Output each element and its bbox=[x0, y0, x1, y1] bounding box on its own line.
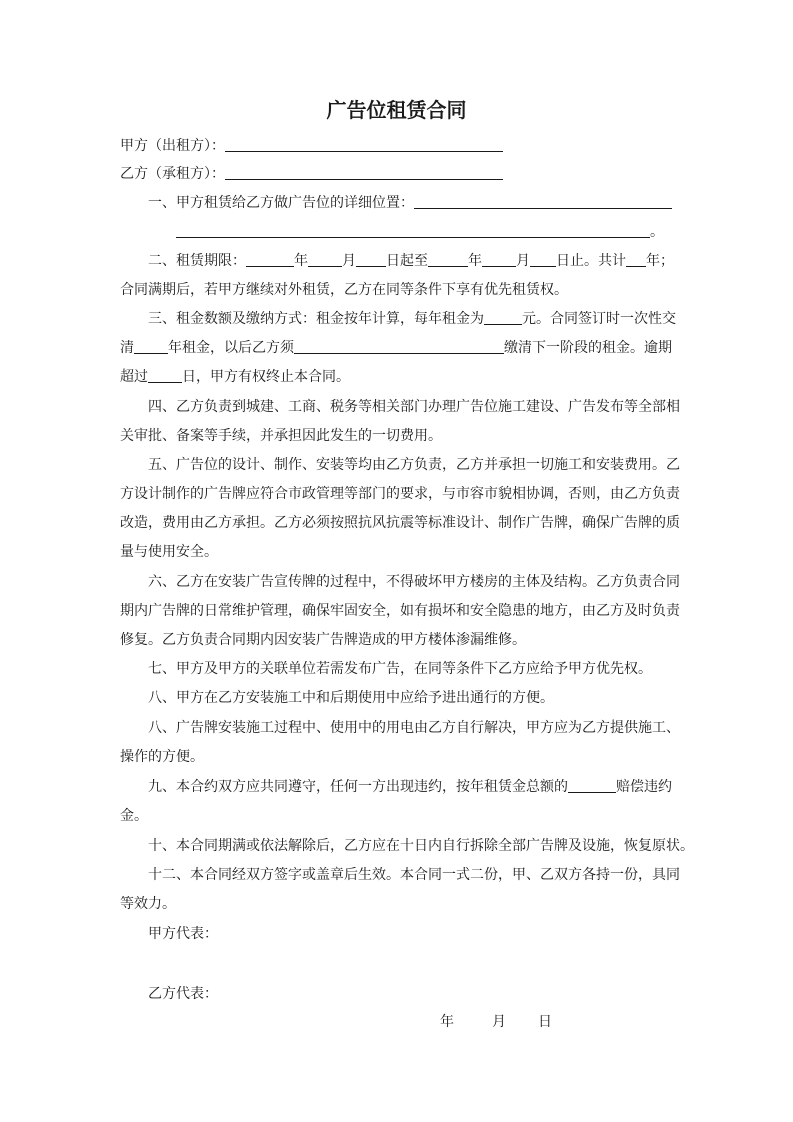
start-year-blank[interactable] bbox=[246, 251, 294, 267]
clause-12-line-1: 十二、本合同经双方签字或盖章后生效。本合同一式二份，甲、乙双方各持一份，具同 bbox=[148, 867, 680, 883]
clause-8b-line-1: 八、广告牌安装施工过程中、使用中的用电由乙方自行解决，甲方应为乙方提供施工、 bbox=[148, 720, 680, 736]
years-text: 年； bbox=[646, 253, 674, 269]
day-from-text: 日起至 bbox=[386, 253, 428, 269]
clause-8b-line-2: 操作的方便。 bbox=[120, 749, 204, 765]
party-b-signature-label: 乙方代表： bbox=[148, 986, 218, 1002]
clause-2-line-1 bbox=[148, 251, 680, 271]
party-b-blank[interactable] bbox=[225, 164, 503, 180]
signing-date bbox=[440, 1012, 552, 1032]
clause-10: 十、本合同期满或依法解除后，乙方应在十日内自行拆除全部广告牌及设施，恢复原状。 bbox=[148, 838, 694, 854]
clause-9-text: 九、本合约双方应共同遵守，任何一方出现违约，按年租赁金总额的 bbox=[148, 779, 568, 795]
clause-9-line-2: 金。 bbox=[120, 808, 148, 824]
clause-3-text-c: 清 bbox=[120, 340, 134, 356]
clause-2-line-2: 合同满期后，若甲方继续对外租赁，乙方在同等条件下享有优先租赁权。 bbox=[120, 282, 568, 298]
prepaid-years-blank[interactable] bbox=[134, 338, 168, 354]
payment-deadline-blank[interactable] bbox=[294, 338, 504, 354]
clause-5-line-3: 改造，费用由乙方承担。乙方必须按照抗风抗震等标准设计、制作广告牌，确保广告牌的质 bbox=[120, 515, 680, 531]
clause-6-line-2: 期内广告牌的日常维护管理，确保牢固安全，如有损坏和安全隐患的地方，由乙方及时负责 bbox=[120, 603, 680, 619]
clause-3-text-e: 缴清下一阶段的租金。逾期 bbox=[504, 340, 672, 356]
start-month-blank[interactable] bbox=[308, 251, 342, 267]
annual-rent-blank[interactable] bbox=[484, 309, 522, 325]
clause-3-line-1 bbox=[148, 309, 680, 329]
end-month-blank[interactable] bbox=[482, 251, 516, 267]
clause-5-line-4: 量与使用安全。 bbox=[120, 544, 218, 560]
clause-3-text-d: 年租金，以后乙方须 bbox=[168, 340, 294, 356]
clause-2-text: 二、租赁期限： bbox=[148, 253, 246, 269]
clause-5-line-2: 方设计制作的广告牌应符合市政管理等部门的要求，与市容市貌相协调，否则，由乙方负责 bbox=[120, 486, 680, 502]
clause-5-line-1: 五、广告位的设计、制作、安装等均由乙方负责，乙方并承担一切施工和安装费用。乙 bbox=[148, 457, 680, 473]
year-text: 年 bbox=[468, 253, 482, 269]
end-day-blank[interactable] bbox=[530, 251, 556, 267]
overdue-days-blank[interactable] bbox=[148, 367, 182, 383]
clause-1-end: 。 bbox=[650, 224, 664, 240]
month-text: 月 bbox=[516, 253, 530, 269]
party-a-line bbox=[120, 136, 680, 156]
clause-12-line-2: 等效力。 bbox=[120, 896, 176, 912]
clause-3-text: 三、租金数额及缴纳方式：租金按年计算，每年租金为 bbox=[148, 311, 484, 327]
start-day-blank[interactable] bbox=[356, 251, 386, 267]
party-b-label: 乙方（承租方）： bbox=[120, 166, 225, 182]
penalty-rate-blank[interactable] bbox=[568, 777, 616, 793]
date-day: 日 bbox=[538, 1014, 552, 1030]
clause-3-line-2 bbox=[120, 338, 680, 358]
clause-6-line-1: 六、乙方在安装广告宣传牌的过程中，不得破坏甲方楼房的主体及结构。乙方负责合同 bbox=[148, 574, 680, 590]
year-text: 年 bbox=[294, 253, 308, 269]
location-blank-2[interactable] bbox=[176, 222, 650, 238]
party-b-line bbox=[120, 164, 680, 184]
document-title: 广告位租赁合同 bbox=[326, 98, 467, 122]
clause-3-text-b: 元。合同签订时一次性交 bbox=[522, 311, 676, 327]
clause-1-line-1 bbox=[148, 193, 680, 213]
date-month: 月 bbox=[492, 1014, 506, 1030]
clause-1-line-2 bbox=[176, 222, 676, 242]
location-blank-1[interactable] bbox=[414, 193, 672, 209]
clause-4-line-1: 四、乙方负责到城建、工商、税务等相关部门办理广告位施工建设、广告发布等全部相 bbox=[148, 399, 680, 415]
party-a-blank[interactable] bbox=[225, 136, 503, 152]
day-to-text: 日止。共计 bbox=[556, 253, 626, 269]
clause-3-line-3 bbox=[120, 367, 680, 387]
party-a-signature-label: 甲方代表： bbox=[148, 926, 218, 942]
clause-9-line-1 bbox=[148, 777, 680, 797]
clause-7: 七、甲方及甲方的关联单位若需发布广告，在同等条件下乙方应给予甲方优先权。 bbox=[148, 661, 652, 677]
party-a-label: 甲方（出租方）： bbox=[120, 138, 225, 154]
total-years-blank[interactable] bbox=[626, 251, 646, 267]
clause-9-text-b: 赔偿违约 bbox=[616, 779, 672, 795]
clause-4-line-2: 关审批、备案等手续，并承担因此发生的一切费用。 bbox=[120, 428, 442, 444]
month-text: 月 bbox=[342, 253, 356, 269]
date-year: 年 bbox=[440, 1014, 454, 1030]
clause-3-text-g: 日，甲方有权终止本合同。 bbox=[182, 369, 350, 385]
end-year-blank[interactable] bbox=[428, 251, 468, 267]
clause-3-text-f: 超过 bbox=[120, 369, 148, 385]
clause-8a: 八、甲方在乙方安装施工中和后期使用中应给予进出通行的方便。 bbox=[148, 690, 554, 706]
clause-6-line-3: 修复。乙方负责合同期内因安装广告牌造成的甲方楼体渗漏维修。 bbox=[120, 632, 526, 648]
clause-1-text: 一、甲方租赁给乙方做广告位的详细位置： bbox=[148, 195, 414, 211]
